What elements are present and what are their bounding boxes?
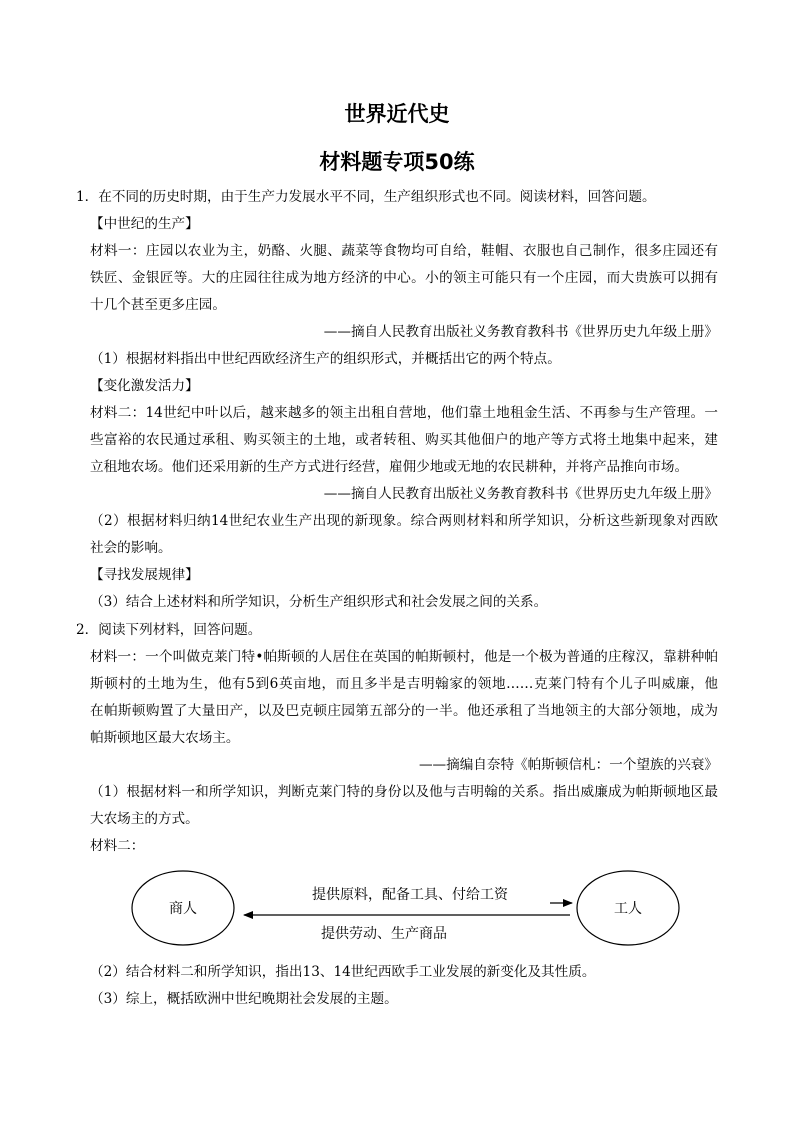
q1-material2-line: 立租地农场。他们还采用新的生产方式进行经营，雇佣少地或无地的农民耕种，并将产品推向市场。 <box>90 459 689 475</box>
merchant-worker-diagram <box>120 862 690 958</box>
q2-stem: 2．阅读下列材料，回答问题。 <box>76 622 262 638</box>
q1-section-heading: 【寻找发展规律】 <box>90 567 199 583</box>
q1-section-heading: 【变化激发活力】 <box>90 378 199 394</box>
q1-subquestion-1: （1）根据材料指出中世纪西欧经济生产的组织形式，并概括出它的两个特点。 <box>90 351 561 367</box>
q1-material2-line: 材料二：14世纪中叶以后，越来越多的领主出租自营地，他们靠土地租金生活、不再参与生产管理。一 <box>90 405 718 421</box>
q1-section-heading: 【中世纪的生产】 <box>90 216 199 232</box>
q1-material1-source: ——摘自人民教育出版社义务教育教科书《世界历史九年级上册》 <box>323 324 718 340</box>
q1-subquestion-2-cont: 社会的影响。 <box>90 540 172 556</box>
q2-material1-line: 斯顿村的土地为生，他有5到6英亩地，而且多半是吉明翰家的领地……克莱门特有个儿子叫威廉，他 <box>90 676 718 692</box>
q2-material1-line: 帕斯顿地区最大农场主。 <box>90 730 240 746</box>
worker-label: 工人 <box>614 901 642 917</box>
q1-material1-line: 材料一：庄园以农业为主，奶酪、火腿、蔬菜等食物均可自给，鞋帽、衣服也自己制作，很多庄园还有 <box>90 243 718 259</box>
top-arrow-label: 提供原料，配备工具、付给工资 <box>312 887 508 903</box>
q1-material2-source: ——摘自人民教育出版社义务教育教科书《世界历史九年级上册》 <box>323 486 718 502</box>
q1-subquestion-3: （3）结合上述材料和所学知识，分析生产组织形式和社会发展之间的关系。 <box>90 594 548 610</box>
q2-subquestion-2: （2）结合材料二和所学知识，指出13、14世纪西欧手工业发展的新变化及其性质。 <box>90 964 596 980</box>
q1-material1-line: 铁匠、金银匠等。大的庄园往往成为地方经济的中心。小的领主可能只有一个庄园，而大贵族可以拥有 <box>90 270 718 286</box>
q2-subquestion-3: （3）综上，概括欧洲中世纪晚期社会发展的主题。 <box>90 991 398 1007</box>
q2-material1-source: ——摘编自奈特《帕斯顿信札：一个望族的兴衰》 <box>418 757 718 773</box>
q2-material1-line: 材料一：一个叫做克莱门特•帕斯顿的人居住在英国的帕斯顿村，他是一个极为普通的庄稼汉，靠耕种帕 <box>90 649 718 665</box>
page-subtitle: 材料题专项50练 <box>319 150 475 174</box>
q2-material1-line: 在帕斯顿购置了大量田产，以及巴克顿庄园第五部分的一半。他还承租了当地领主的大部分领地，成为 <box>90 703 718 719</box>
bottom-arrow-label: 提供劳动、生产商品 <box>321 926 447 942</box>
merchant-label: 商人 <box>169 901 197 917</box>
q2-material2-label: 材料二： <box>90 838 145 854</box>
q2-subquestion-1: （1）根据材料一和所学知识，判断克莱门特的身份以及他与吉明翰的关系。指出威廉成为帕斯顿地区最 <box>90 784 718 800</box>
q1-material2-line: 些富裕的农民通过承租、购买领主的土地，或者转租、购买其他佃户的地产等方式将土地集中起来，建 <box>90 432 718 448</box>
q2-subquestion-1-cont: 大农场主的方式。 <box>90 811 199 827</box>
q1-subquestion-2: （2）根据材料归纳14世纪农业生产出现的新现象。综合两则材料和所学知识，分析这些新现象对西欧 <box>90 513 718 529</box>
page-title: 世界近代史 <box>344 102 450 126</box>
q1-stem: 1．在不同的历史时期，由于生产力发展水平不同，生产组织形式也不同。阅读材料，回答问题。 <box>76 189 656 205</box>
q1-material1-line: 十几个甚至更多庄园。 <box>90 297 226 313</box>
